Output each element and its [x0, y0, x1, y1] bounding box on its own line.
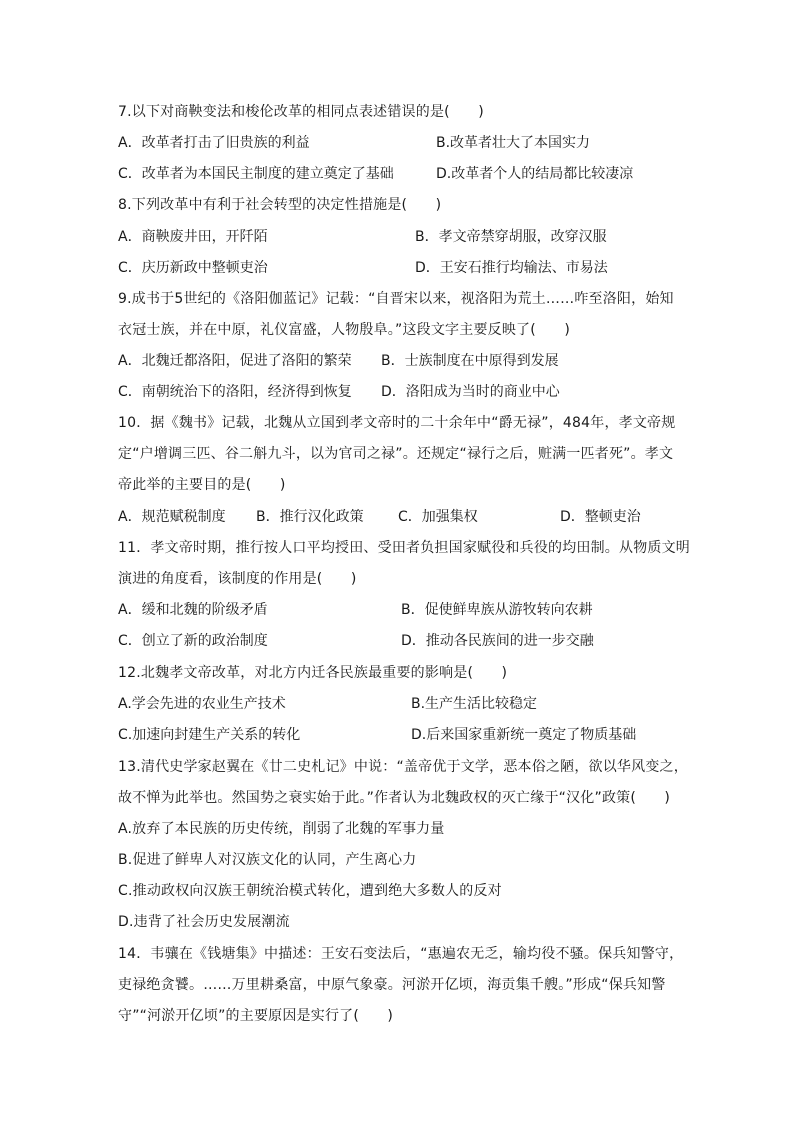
- question-8-stem: 8.下列改革中有利于社会转型的决定性措施是( ): [118, 197, 442, 213]
- question-9-option-c: C．南朝统治下的洛阳，经济得到恢复: [118, 384, 352, 400]
- question-8-option-d: D．王安石推行均输法、市易法: [415, 260, 608, 276]
- question-7-option-d: D.改革者个人的结局都比较凄凉: [436, 166, 634, 182]
- question-14-stem-line-2: 吏禄绝贪饕。……万里耕桑富，中原气象豪。河淤开亿顷，海贡集千艘。”形成“保兵知警: [118, 977, 666, 993]
- question-9-option-b: B．士族制度在中原得到发展: [381, 353, 559, 369]
- question-12-option-b: B.生产生活比较稳定: [411, 696, 538, 712]
- question-13-option-d: D.违背了社会历史发展潮流: [118, 914, 290, 930]
- question-7-option-b: B.改革者壮大了本国实力: [436, 135, 591, 151]
- question-14-stem-line-3: 守”“河淤开亿顷”的主要原因是实行了( ): [118, 1008, 394, 1024]
- question-11-option-d: D．推动各民族间的进一步交融: [401, 633, 594, 649]
- question-14-stem-line-1: 14．韦骧在《钱塘集》中描述：王安石变法后，“惠遍农无乏，输均役不骚。保兵知警守，: [118, 946, 684, 962]
- question-12-stem: 12.北魏孝文帝改革，对北方内迁各民族最重要的影响是( ): [118, 665, 508, 681]
- question-13-option-b: B.促进了鲜卑人对汉族文化的认同，产生离心力: [118, 852, 417, 868]
- question-10-option-a: A．规范赋税制度: [118, 509, 226, 525]
- question-9-stem-line-2: 衣冠士族，并在中原，礼仪富盛，人物殷阜。”这段文字主要反映了( ): [118, 322, 570, 338]
- question-9-option-d: D．洛阳成为当时的商业中心: [381, 384, 560, 400]
- question-11-option-c: C．创立了新的政治制度: [118, 633, 268, 649]
- question-8-option-a: A．商鞅废井田，开阡陌: [118, 229, 268, 245]
- question-10-stem-line-3: 帝此举的主要目的是( ): [118, 477, 286, 493]
- question-10-stem-line-1: 10．据《魏书》记载，北魏从立国到孝文帝时的二十余年中“爵无禄”，484年，孝文帝规: [118, 415, 676, 431]
- question-10-stem-line-2: 定“户增调三匹、谷二斛九斗，以为官司之禄”。还规定“禄行之后，赃满一匹者死”。孝文: [118, 446, 674, 462]
- question-13-stem-line-2: 故不惮为此举也。然国势之衰实始于此。”作者认为北魏政权的灭亡缘于“汉化”政策( ): [118, 790, 671, 806]
- question-13-stem-line-1: 13.清代史学家赵翼在《廿二史札记》中说：“盖帝优于文学，恶本俗之陋，欲以华风变之，: [118, 759, 688, 775]
- question-9-stem-line-1: 9.成书于5世纪的《洛阳伽蓝记》记载：“自晋宋以来，视洛阳为荒土……咋至洛阳，始知: [118, 291, 674, 307]
- question-9-option-a: A．北魏迁都洛阳，促进了洛阳的繁荣: [118, 353, 352, 369]
- question-11-stem-line-1: 11．孝文帝时期，推行按人口平均授田、受田者负担国家赋役和兵役的均田制。从物质文明: [118, 540, 691, 556]
- question-8-option-c: C．庆历新政中整顿吏治: [118, 260, 268, 276]
- question-11-option-b: B．促使鲜卑族从游牧转向农耕: [401, 602, 593, 618]
- question-10-option-d: D．整顿吏治: [560, 509, 641, 525]
- question-7-option-c: C．改革者为本国民主制度的建立奠定了基础: [118, 166, 394, 182]
- question-10-option-b: B．推行汉化政策: [256, 509, 364, 525]
- question-13-option-a: A.放弃了本民族的历史传统，削弱了北魏的军事力量: [118, 821, 445, 837]
- question-12-option-d: D.后来国家重新统一奠定了物质基础: [411, 727, 637, 743]
- question-7-option-a: A．改革者打击了旧贵族的利益: [118, 135, 310, 151]
- question-10-option-c: C．加强集权: [398, 509, 478, 525]
- question-13-option-c: C.推动政权向汉族王朝统治模式转化，遭到绝大多数人的反对: [118, 883, 502, 899]
- question-11-stem-line-2: 演进的角度看，该制度的作用是( ): [118, 571, 357, 587]
- question-8-option-b: B．孝文帝禁穿胡服，改穿汉服: [415, 229, 607, 245]
- question-11-option-a: A．缓和北魏的阶级矛盾: [118, 602, 268, 618]
- question-12-option-a: A.学会先进的农业生产技术: [118, 696, 286, 712]
- question-12-option-c: C.加速向封建生产关系的转化: [118, 727, 301, 743]
- question-7-stem: 7.以下对商鞅变法和梭伦改革的相同点表述错误的是( ): [118, 104, 484, 120]
